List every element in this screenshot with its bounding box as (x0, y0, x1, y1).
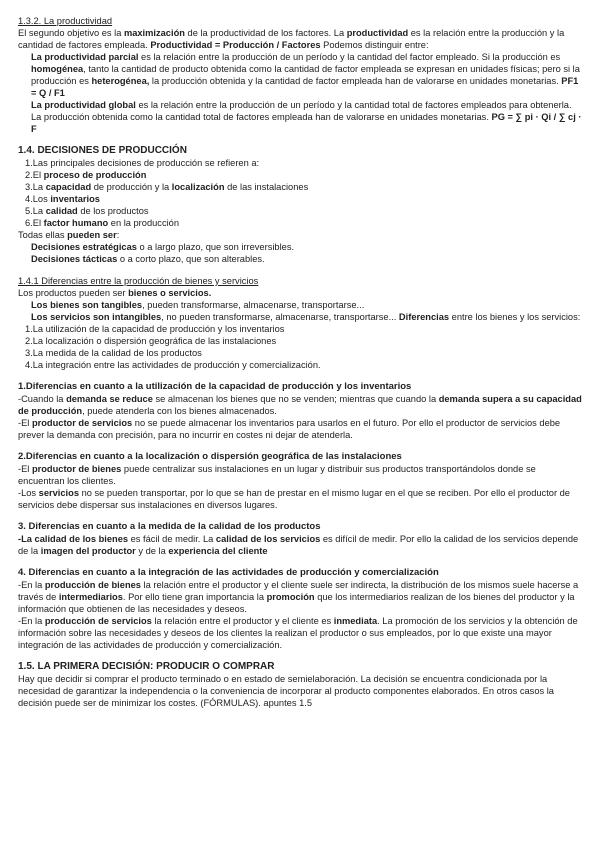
subsection-heading-3: 3. Diferencias en cuanto a la medida de la calidad de los productos (18, 521, 321, 532)
bullet-glyph (18, 312, 31, 322)
bold-text: capacidad (45, 182, 92, 192)
paragraph: Hay que decidir si comprar el producto terminado o en estado de semielaboración. La decisión se encuentra condicionada por la necesidad de garantizar la independencia o la conveniencia de incorporar al producto componentes elaborados. En otros casos la decisión puede ser de minimizar los costes. (FÓRMULAS). apuntes 1.5 (18, 674, 554, 708)
text: o a largo plazo, que son irreversibles. (136, 242, 295, 252)
bold-text: calidad (45, 206, 78, 216)
bold-text: inventarios (50, 194, 100, 204)
text: no se pueden transportar, por lo que se han de prestar en el mismo lugar en el que se reciben. Por ello el productor de servicios debe dispersar sus instalaciones en diversos lugares. (18, 488, 570, 510)
list-item (18, 205, 584, 217)
text: Podemos distinguir entre: (320, 40, 429, 50)
bold-text: maximización (123, 28, 185, 38)
list-item: 1.Las principales decisiones de producción se refieren a: (25, 158, 260, 168)
subsection-heading-2: 2.Diferencias en cuanto a la localización o dispersión geográfica de las instalaciones (18, 451, 402, 462)
paragraph (18, 463, 584, 487)
text: , pueden transformarse, almacenarse, transportarse... (142, 300, 365, 310)
subsection-heading-1: 1.Diferencias en cuanto a la utilización de la capacidad de producción y los inventarios (18, 381, 412, 392)
bold-text: intermediarios (58, 592, 123, 602)
paragraph (18, 417, 584, 441)
list-item: 3.La medida de la calidad de los productos (25, 348, 202, 358)
bullet-item (18, 311, 584, 323)
text: es la relación entre la producción de un período y la cantidad total de factores empleados para obtenerla. La producción obtenida como la cantidad total de factores empleada han de valorarse en unidades monetarias. (31, 100, 572, 122)
text: de las instalaciones (224, 182, 309, 192)
text: , puede atenderla con los bienes almacenados. (82, 406, 277, 416)
text: de los productos (77, 206, 149, 216)
text: o a corto plazo, que son alterables. (117, 254, 265, 264)
text: es la relación entre la producción y la cantidad de factores empleada. (18, 28, 565, 50)
bold-text: inmediata (333, 616, 378, 626)
text: de la productividad de los factores. La (184, 28, 347, 38)
text: -Los (18, 488, 39, 498)
bold-text: experiencia del cliente (168, 546, 268, 556)
text: que los intermediarios realizan de los bienes del productor y la información que obtienen de las necesidades y deseos. (18, 592, 575, 614)
bold-text: imagen del productor (40, 546, 136, 556)
bold-text: demanda supera a su capacidad de producción (18, 394, 582, 416)
paragraph (18, 393, 584, 417)
bold-text: La productividad global (31, 100, 136, 110)
document-page (18, 15, 584, 709)
list-item (18, 169, 584, 181)
text: -Cuando la (18, 394, 67, 404)
formula-text: Productividad = Producción / Factores (150, 40, 321, 50)
paragraph (18, 579, 584, 615)
text: 6.El (25, 218, 44, 228)
bold-text: homogénea (31, 64, 84, 74)
text: 5.La (25, 206, 46, 216)
section-heading-producir-comprar: 1.5. LA PRIMERA DECISIÓN: PRODUCIR O COMPRAR (18, 661, 275, 672)
bold-text: servicios (38, 488, 79, 498)
text: entre los bienes y los servicios: (449, 312, 581, 322)
section-heading-productividad: 1.3.2. La productividad (18, 16, 113, 26)
bold-text: promoción (266, 592, 315, 602)
bold-text: localización (171, 182, 225, 192)
paragraph (18, 229, 584, 241)
bold-text: Los bienes son tangibles (31, 300, 143, 310)
bold-text: demanda se reduce (66, 394, 153, 404)
text: . Por ello tiene gran importancia la (122, 592, 267, 602)
bold-text: proceso de producción (43, 170, 147, 180)
paragraph (18, 287, 584, 299)
bold-text: Los servicios son intangibles (31, 312, 162, 322)
paragraph (18, 615, 584, 651)
text: de producción y la (91, 182, 172, 192)
paragraph-productividad (18, 27, 584, 51)
text: El segundo objetivo es la (18, 28, 124, 38)
bullet-item (18, 253, 584, 265)
text: : (116, 230, 120, 240)
list-item (18, 181, 584, 193)
text: es la relación entre la producción de un período y la cantidad del factor empleado. Si la producción es (138, 52, 561, 62)
text: no se puede almacenar los inventarios para usarlos en el futuro. Por ello el productor de servicios debe prever la demanda con precisión, para no incurrir en costes ni dejar de atenderla. (18, 418, 561, 440)
subsection-heading-4: 4. Diferencias en cuanto a la integración de las actividades de producción y comercialización (18, 567, 439, 578)
text: -El (18, 464, 32, 474)
bold-text: pueden ser (67, 230, 117, 240)
text: puede centralizar sus instalaciones en un lugar y distribuir sus productos transportándolos donde se encuentran los clientes. (18, 464, 536, 486)
text: -El (18, 418, 32, 428)
text: , no pueden transformarse, almacenarse, transportarse... (161, 312, 399, 322)
bold-text: productividad (346, 28, 409, 38)
paragraph (18, 533, 584, 557)
list-item (18, 193, 584, 205)
text: la producción obtenida y la cantidad de factor empleada han de valorarse en unidades monetarias. (149, 76, 562, 86)
bold-text: producción de servicios (44, 616, 152, 626)
section-heading-diferencias: 1.4.1 Diferencias entre la producción de bienes y servicios (18, 276, 259, 286)
text: la relación entre el productor y el cliente suele ser indirecta, la distribución de los mismos suele hacerse a través de (18, 580, 579, 602)
text: en la producción (108, 218, 179, 228)
text: Todas ellas (18, 230, 68, 240)
bold-text: Decisiones tácticas (31, 254, 118, 264)
text: 2.El (25, 170, 44, 180)
text: 3.La (25, 182, 46, 192)
list-item: 2.La localización o dispersión geográfica de las instalaciones (25, 336, 277, 346)
paragraph (18, 487, 584, 511)
text: , tanto la cantidad de producto obtenida como la cantidad de factor empleada se expresan en unidades físicas; pero si la producción es (31, 64, 580, 86)
bold-text: heterogénea, (91, 76, 150, 86)
bold-text: -La calidad de los bienes (18, 534, 129, 544)
formula-text: PF1 = Q / F1 (31, 76, 579, 98)
bold-text: Decisiones estratégicas (31, 242, 137, 252)
paragraph-productividad-parcial (18, 51, 584, 99)
bold-text: calidad de los servicios (215, 534, 321, 544)
text: . La promoción de los servicios y la obtención de información sobre las necesidades y deseos de los clientes la realizan el productor o sus empleados, por lo que existe una mayor integración de las actividades de producción y comercialización. (18, 616, 578, 650)
paragraph-productividad-global (18, 99, 584, 135)
bold-text: La productividad parcial (31, 52, 139, 62)
bullet-item (18, 241, 584, 253)
text: Los productos pueden ser (18, 288, 129, 298)
text: es difícil de medir. Por ello la calidad de los servicios depende de la (18, 534, 579, 556)
text: 4.Los (25, 194, 51, 204)
text: la relación entre el productor y el cliente es (151, 616, 334, 626)
list-item: 4.La integración entre las actividades de producción y comercialización. (25, 360, 321, 370)
bold-text: productor de servicios (31, 418, 133, 428)
text: -En la (18, 580, 45, 590)
bold-text: Diferencias (398, 312, 450, 322)
list-item: 1.La utilización de la capacidad de producción y los inventarios (25, 324, 285, 334)
text: y de la (135, 546, 169, 556)
text: se almacenan los bienes que no se venden; mientras que cuando la (152, 394, 439, 404)
bold-text: productor de bienes (31, 464, 122, 474)
text: es fácil de medir. La (128, 534, 216, 544)
text: -En la (18, 616, 45, 626)
bold-text: bienes o servicios. (128, 288, 212, 298)
formula-text: PG = ∑ pi · Qi / ∑ cj · F (31, 112, 582, 134)
section-heading-decisiones: 1.4. DECISIONES DE PRODUCCIÓN (18, 145, 187, 156)
bold-text: producción de bienes (44, 580, 141, 590)
bullet-item (18, 299, 584, 311)
bold-text: factor humano (43, 218, 109, 228)
list-item (18, 217, 584, 229)
